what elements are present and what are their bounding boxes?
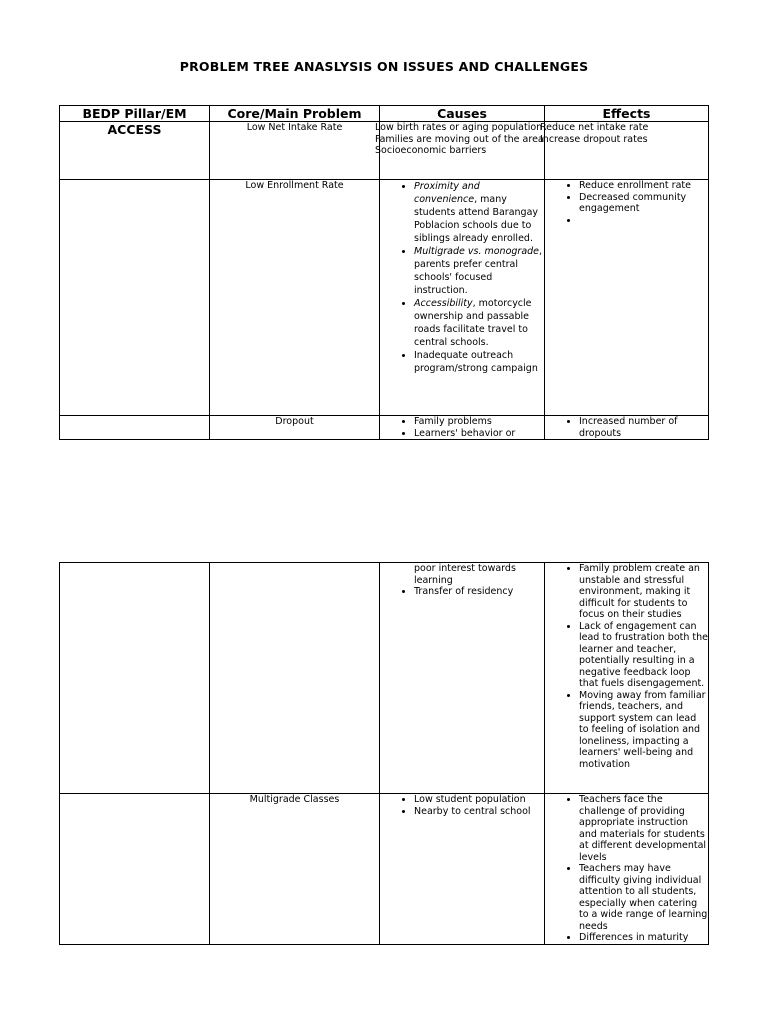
causes-cell xyxy=(380,563,545,794)
list-item xyxy=(414,297,544,349)
cause-text: , many students attend Barangay Poblacion schools due to siblings already enrolled. xyxy=(414,194,539,244)
effect-text: Reduce net intake rate xyxy=(540,122,649,133)
list-item xyxy=(414,245,544,297)
table-row xyxy=(60,180,709,416)
list-item: • Increased number of dropouts xyxy=(579,416,708,439)
header-pillar: BEDP Pillar/EM xyxy=(60,106,210,122)
list-item xyxy=(414,180,544,245)
header-problem: Core/Main Problem xyxy=(210,106,380,122)
problem-cell: Multigrade Classes xyxy=(210,794,380,945)
problem-tree-table-part-2 xyxy=(59,562,709,945)
table-row xyxy=(60,563,709,794)
cause-emphasis: Proximity and convenience xyxy=(414,181,480,205)
effects-cell xyxy=(545,180,709,416)
list-item: • Teachers may have difficulty giving individual attention to all students, especially when catering to a wide range of learning needs xyxy=(579,863,708,932)
list-item: • Teachers face the challenge of providing appropriate instruction and materials for students at different developmental levels xyxy=(579,794,708,863)
problem-tree-table-part-1 xyxy=(59,105,709,440)
problem-cell xyxy=(210,563,380,794)
list-item: • Decreased community engagement xyxy=(579,192,708,215)
cause-emphasis: Accessibility xyxy=(414,298,473,309)
table-row xyxy=(60,794,709,945)
causes-cell xyxy=(380,416,545,440)
cause-text: poor interest towards learning xyxy=(414,563,516,586)
header-causes: Causes xyxy=(380,106,545,122)
effects-cell xyxy=(545,794,709,945)
list-item: • Learners' behavior or xyxy=(414,428,544,440)
list-item xyxy=(414,349,544,375)
cause-text: Inadequate outreach program/strong campaign xyxy=(414,350,538,374)
cause-text: Low birth rates or aging population xyxy=(375,122,543,133)
pillar-cell xyxy=(60,563,210,794)
problem-cell: Low Net Intake Rate xyxy=(210,122,380,180)
pillar-cell xyxy=(60,416,210,440)
cause-text: Socioeconomic barriers xyxy=(375,145,487,156)
causes-cell xyxy=(380,180,545,416)
pillar-cell: ACCESS xyxy=(60,122,210,180)
cause-emphasis: Multigrade vs. monograde xyxy=(414,246,540,257)
list-item: • Low student population xyxy=(414,794,544,806)
list-item xyxy=(579,215,708,227)
effects-cell xyxy=(545,416,709,440)
header-effects: Effects xyxy=(545,106,709,122)
causes-cell xyxy=(375,122,545,180)
list-item: • Family problems xyxy=(414,416,544,428)
table-header-row xyxy=(60,106,709,122)
problem-cell: Low Enrollment Rate xyxy=(210,180,380,416)
list-item: • Moving away from familiar friends, teachers, and support system can lead to feeling of isolation and loneliness, impacting a learners' well-being and motivation xyxy=(579,690,708,771)
page-title: PROBLEM TREE ANASLYSIS ON ISSUES AND CHALLENGES xyxy=(179,59,589,74)
table-row xyxy=(60,122,709,180)
effects-cell xyxy=(540,122,709,180)
cause-text: , motorcycle ownership and passable roads facilitate travel to central schools. xyxy=(414,298,532,348)
problem-cell: Dropout xyxy=(210,416,380,440)
list-item: • Family problem create an unstable and stressful environment, making it difficult for students to focus on their studies xyxy=(579,563,708,621)
cause-text: , parents prefer central schools' focused instruction. xyxy=(414,246,543,296)
table-row xyxy=(60,416,709,440)
pillar-cell xyxy=(60,180,210,416)
cause-text: Families are moving out of the area xyxy=(375,133,544,145)
list-item: • Differences in maturity xyxy=(579,932,708,944)
list-item: • Reduce enrollment rate xyxy=(579,180,708,192)
causes-cell xyxy=(380,794,545,945)
effects-cell xyxy=(545,563,709,794)
list-item: • Transfer of residency xyxy=(414,586,544,598)
list-item: • Lack of engagement can lead to frustration both the learner and teacher, potentially resulting in a negative feedback loop that fuels disengagement. xyxy=(579,621,708,690)
list-item: • Nearby to central school xyxy=(414,806,544,818)
effect-text: Increase dropout rates xyxy=(540,133,648,145)
pillar-cell xyxy=(60,794,210,945)
